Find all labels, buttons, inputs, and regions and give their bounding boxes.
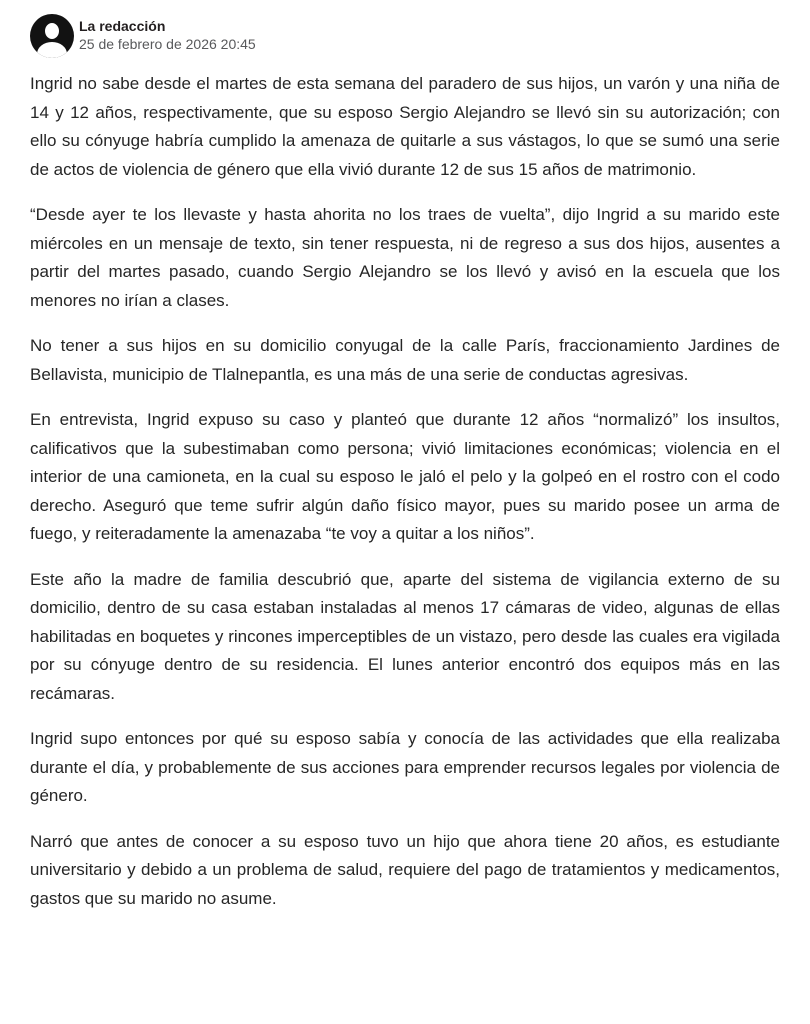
article-paragraph: “Desde ayer te los llevaste y hasta ahorita no los traes de vuelta”, dijo Ingrid a su marido este miércoles en un mensaje de texto, sin tener respuesta, ni de regreso a sus dos hijos, ausentes a partir del martes pasado, cuando Sergio Alejandro se los llevó y avisó en la escuela que los menores no irían a clases. [30,205,780,310]
byline [30,14,780,58]
publish-date: 25 de febrero de 2026 20:45 [79,36,256,52]
article-paragraph: En entrevista, Ingrid expuso su caso y planteó que durante 12 años “normalizó” los insultos, calificativos que la subestimaban como persona; vivió limitaciones económicas; violencia en el interior de una camioneta, en la cual su esposo le jaló el pelo y la golpeó en el rostro con el codo derecho. Aseguró que teme sufrir algún daño físico mayor, pues su marido posee un arma de fuego, y reiteradamente la amenazaba “te voy a quitar a los niños”. [30,410,780,543]
article-paragraph: Ingrid no sabe desde el martes de esta semana del paradero de sus hijos, un varón y una niña de 14 y 12 años, respectivamente, que su esposo Sergio Alejandro se llevó sin su autorización; con ello su cónyuge habría cumplido la amenaza de quitarle a sus vástagos, lo que se sumó una serie de actos de violencia de género que ella vivió durante 12 de sus 15 años de matrimonio. [30,74,780,179]
avatar [30,14,74,58]
article-paragraph: Este año la madre de familia descubrió que, aparte del sistema de vigilancia externo de su domicilio, dentro de su casa estaban instaladas al menos 17 cámaras de video, algunas de ellas habilitadas en boquetes y rincones imperceptibles de un vistazo, pero desde las cuales era vigilada por su cónyuge dentro de su residencia. El lunes anterior encontró dos equipos más en las recámaras. [30,569,780,703]
article-paragraph: Ingrid supo entonces por qué su esposo sabía y conocía de las actividades que ella realizaba durante el día, y probablemente de sus acciones para emprender recursos legales por violencia de género. [30,729,780,805]
article-body [30,70,780,913]
article-paragraph: Narró que antes de conocer a su esposo tuvo un hijo que ahora tiene 20 años, es estudiante universitario y debido a un problema de salud, requiere del pago de tratamientos y medicamentos, gastos que su marido no asume. [30,831,780,908]
author-name: La redacción [79,18,166,34]
user-icon [45,23,59,39]
article-paragraph: No tener a sus hijos en su domicilio conyugal de la calle París, fraccionamiento Jardines de Bellavista, municipio de Tlalnepantla, es una más de una serie de conductas agresivas. [30,336,780,384]
byline-text [79,14,256,53]
user-icon-shoulders [37,42,67,58]
